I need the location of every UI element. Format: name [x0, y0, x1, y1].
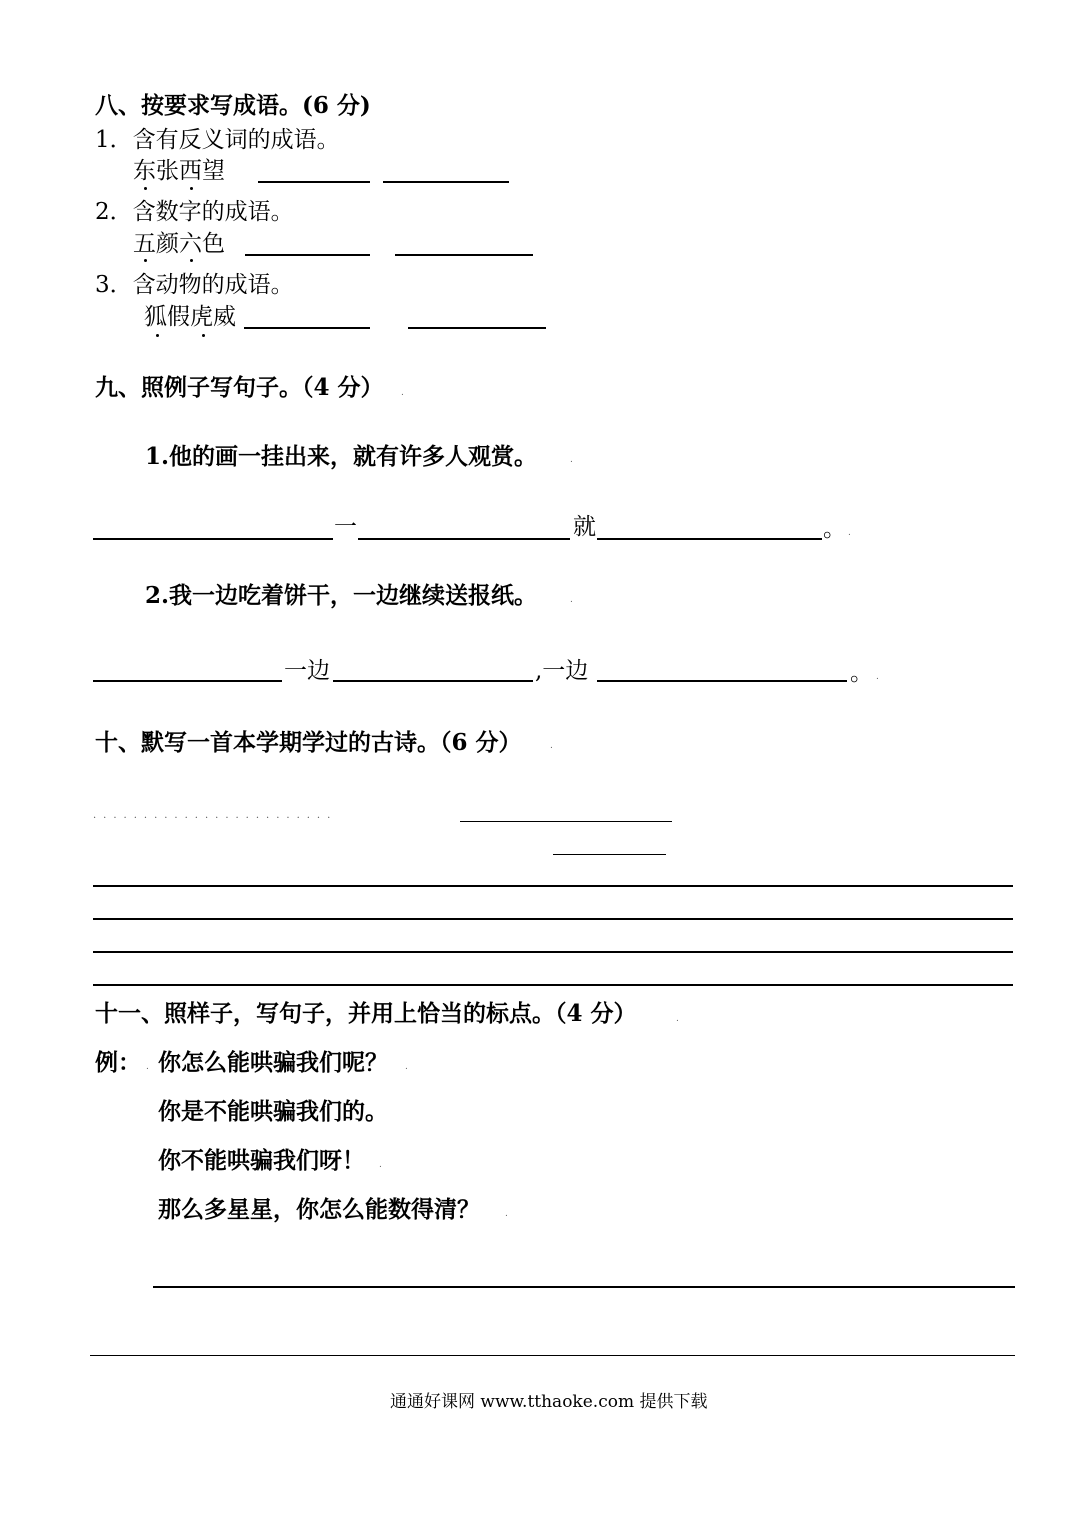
- writing-line[interactable]: [93, 984, 1013, 986]
- emphasis-dot: [190, 187, 193, 190]
- s2-word-yibian: 一边: [284, 658, 330, 684]
- section8-heading: 八、按要求写成语。(6 分): [95, 92, 371, 119]
- question-sentence: 那么多星星，你怎么能数得清？: [158, 1196, 480, 1223]
- answer-line[interactable]: [333, 680, 533, 682]
- emphasis-dot: [156, 334, 159, 337]
- poem-author-line[interactable]: [553, 854, 666, 855]
- example-sentence-1: 你怎么能哄骗我们呢？: [158, 1049, 388, 1076]
- q1-prompt: 1．含有反义词的成语。: [95, 127, 340, 153]
- answer-line[interactable]: [358, 538, 570, 540]
- emphasis-dot: [190, 259, 193, 262]
- example-label: 例：: [95, 1049, 141, 1076]
- example-sentence-3: 你不能哄骗我们呀！: [158, 1147, 365, 1174]
- answer-line[interactable]: [93, 538, 333, 540]
- answer-line[interactable]: [408, 327, 546, 329]
- answer-line[interactable]: [258, 181, 370, 183]
- answer-line[interactable]: [245, 254, 370, 256]
- s1-word-yi: 一: [334, 514, 357, 540]
- section11-heading: 十一、照样子，写句子，并用上恰当的标点。（4 分）: [95, 1000, 637, 1027]
- writing-line[interactable]: [93, 885, 1013, 887]
- answer-line[interactable]: [395, 254, 533, 256]
- q3-example-idiom: 狐假虎威: [144, 304, 236, 330]
- answer-line[interactable]: [383, 181, 509, 183]
- writing-line[interactable]: [93, 918, 1013, 920]
- example-sentence-2: 你是不能哄骗我们的。: [158, 1098, 388, 1125]
- dotted-leader: ........................: [93, 810, 338, 821]
- s2-example-sentence: 2.我一边吃着饼干，一边继续送报纸。: [145, 582, 538, 609]
- emphasis-dot: [144, 259, 147, 262]
- s1-period: 。: [823, 516, 846, 542]
- s2-word-yibian2: ,一边: [535, 658, 589, 684]
- q2-prompt: 2．含数字的成语。: [95, 199, 294, 225]
- answer-line[interactable]: [597, 680, 847, 682]
- emphasis-dot: [202, 334, 205, 337]
- answer-line[interactable]: [597, 538, 822, 540]
- s1-word-jiu: 就: [573, 514, 596, 540]
- footer-divider: [90, 1355, 1015, 1356]
- q2-example-idiom: 五颜六色: [133, 231, 225, 257]
- writing-line[interactable]: [93, 951, 1013, 953]
- footer-credit: 通通好课网 www.tthaoke.com 提供下载: [390, 1392, 708, 1412]
- s1-example-sentence: 1.他的画一挂出来，就有许多人观赏。: [145, 443, 538, 470]
- answer-line[interactable]: [153, 1286, 1015, 1288]
- emphasis-dot: [144, 187, 147, 190]
- section10-heading: 十、默写一首本学期学过的古诗。（6 分）: [95, 729, 522, 756]
- poem-title-line[interactable]: [460, 821, 672, 822]
- s2-period: 。: [850, 660, 873, 686]
- answer-line[interactable]: [93, 680, 282, 682]
- section9-heading: 九、照例子写句子。（4 分）: [95, 374, 384, 401]
- q1-example-idiom: 东张西望: [133, 158, 225, 184]
- q3-prompt: 3．含动物的成语。: [95, 272, 294, 298]
- answer-line[interactable]: [244, 327, 370, 329]
